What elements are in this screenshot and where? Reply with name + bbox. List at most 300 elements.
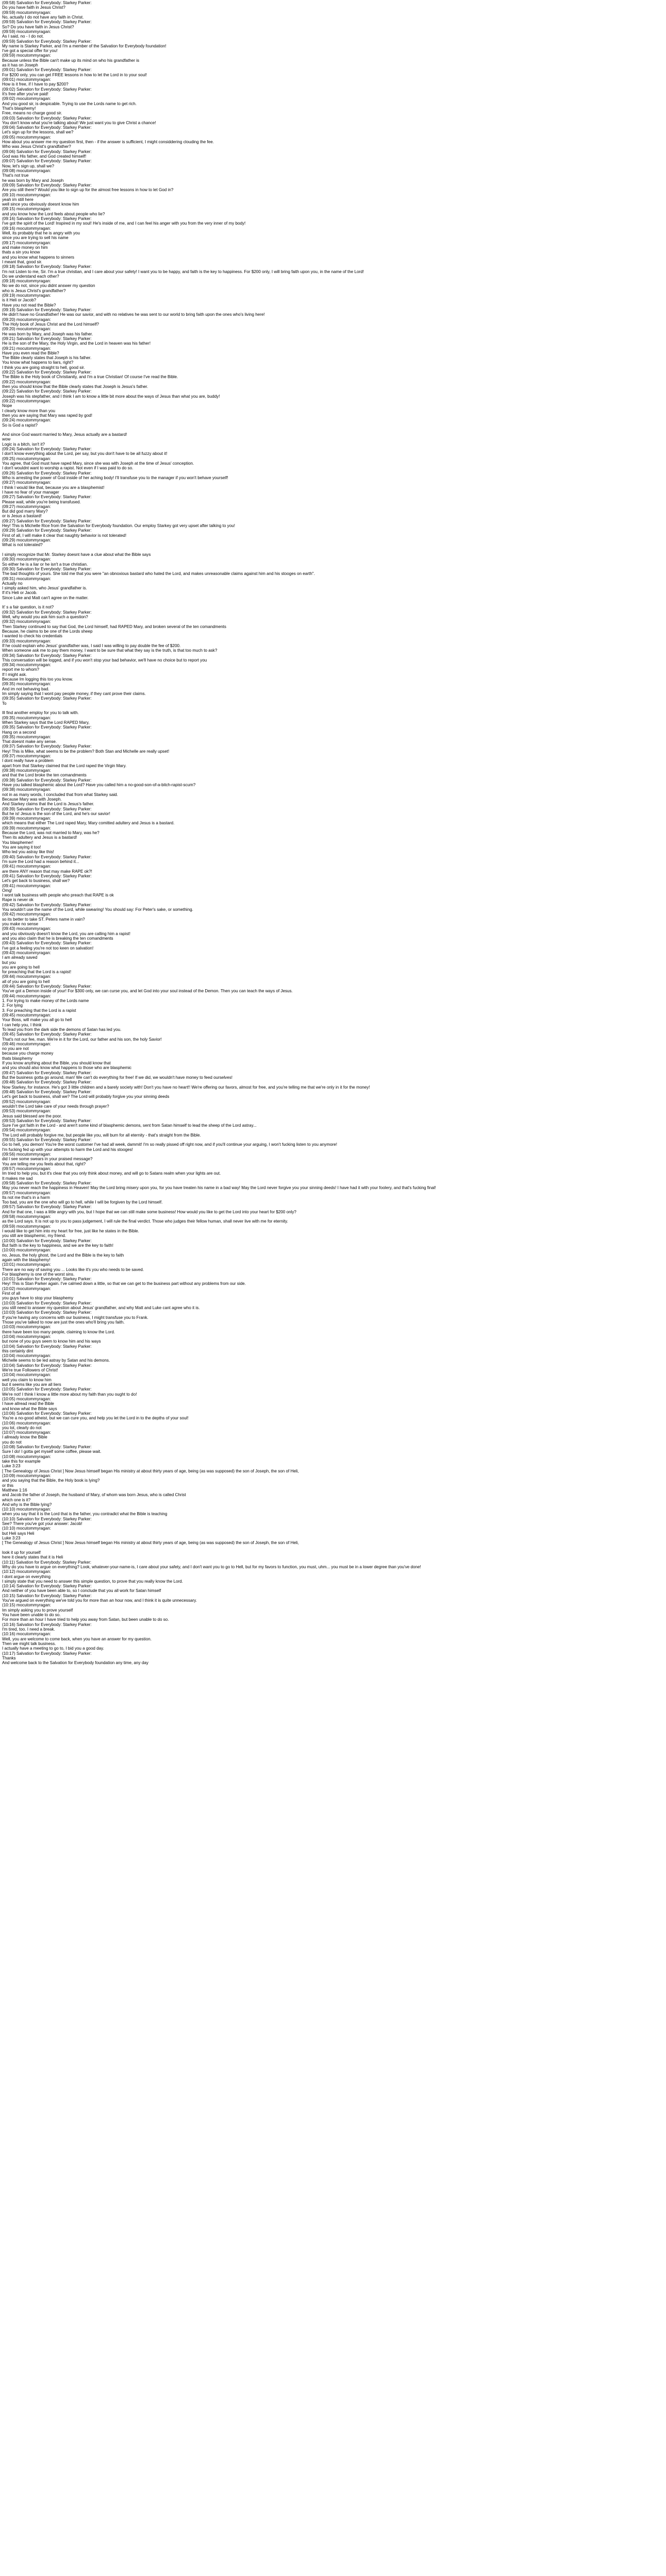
- transcript-line: (09:03) Salvation for Everybody: Starkey Parker:: [2, 115, 92, 121]
- transcript-line: To lead you from the dark side the demons of Satan has led you.: [2, 1027, 122, 1032]
- transcript-line: You've argued on everything we've told you for more than an hour now, and I think it is quite unnecessary.: [2, 1598, 197, 1603]
- transcript-line: (09:16) mocutommyragan:: [2, 226, 51, 231]
- transcript-line: (09:05) mocutommyragan:: [2, 134, 51, 140]
- transcript-line: again with the blasphemy!: [2, 1257, 51, 1262]
- transcript-line: (09:17) mocutommyragan:: [2, 240, 51, 245]
- transcript-line: Logic is a bitch, isn't it?: [2, 442, 45, 447]
- transcript-line: (10:04) mocutommyragan:: [2, 1372, 51, 1378]
- transcript-line: Let's get back to business, shall we? The Lord will probably forgive you your sinning deeds: [2, 1094, 170, 1099]
- transcript-line: I'm fucking fed up with your attempts to harm the Lord and his stooges!: [2, 1147, 133, 1152]
- transcript-line: look it up for yourself: [2, 1550, 41, 1555]
- transcript-line: (09:58) Salvation for Everybody: Starkey Parker:: [2, 1, 92, 5]
- transcript-line: If it's Heli or Jacob.: [2, 590, 38, 596]
- transcript-line: (09:38) mocutommyragan:: [2, 768, 51, 773]
- transcript-line: report me to whom?: [2, 667, 39, 672]
- transcript-line: (09:47) Salvation for Everybody: Starkey Parker:: [2, 1070, 92, 1075]
- transcript-line: You've got a Demon inside of your! For $300 only, we can curse you, and let God into your soul instead of the Demon. Then you can teach the ways of Jesus.: [2, 989, 293, 994]
- transcript-line: thats blasphemy: [2, 1056, 32, 1061]
- transcript-line: you are going to hell: [2, 964, 40, 970]
- transcript-line: He didn't have no Grandfather! He was our savior, and with no relatives he was sent to our world to bring faith upon the ones who's living here!: [2, 312, 265, 317]
- transcript-line: (10:01) mocutommyragan:: [2, 1262, 51, 1267]
- transcript-line: (09:40) Salvation for Everybody: Starkey Parker:: [2, 854, 92, 859]
- transcript-line: And Starkey claims that the Lord is Jesus's father.: [2, 802, 94, 807]
- transcript-line: Who was Jesus Christ's grandfather?: [2, 144, 71, 149]
- transcript-line: (09:56) mocutommyragan:: [2, 1152, 51, 1157]
- transcript-line: (10:17) Salvation for Everybody: Starkey Parker:: [2, 1651, 92, 1656]
- transcript-line: Im simply asking you to prove yourself: [2, 1607, 73, 1613]
- transcript-line: I am already saved: [2, 955, 38, 960]
- transcript-line: (10:10) mocutommyragan:: [2, 1526, 51, 1531]
- transcript-line: Why do you have to argue on everything? Look, whatever-your-name-is, I care about your safety, and I don't want you to go to Hell, but for my favors to function, you must, uhm... you must be in a lower degree than you've done!: [2, 1564, 421, 1569]
- transcript-line: Your Boss, will make you all go to hell: [2, 1018, 72, 1023]
- transcript-line: Are you still there? Would you like to sign up for the almost free lessons in how to let God in?: [2, 188, 174, 193]
- transcript-line: Ill find another employ for you to talk with.: [2, 710, 79, 716]
- transcript-line: The Bible clearly states that Joseph is his father.: [2, 355, 92, 361]
- transcript-line: When someone ask me to pay them money, I want to be sure that what they say is the truth, is that too much to ask?: [2, 648, 218, 653]
- transcript-line: [ The Genealogy of Jesus Christ ] Now Jesus himself began His ministry at about thirty years of age, being (as was supposed) the son of Joseph, the son of Heli,: [2, 1540, 299, 1546]
- transcript-line: and you saying that the Bible, the Holy book is lying?: [2, 1478, 100, 1483]
- transcript-line: Let's sign up for the lessons, shall we?: [2, 130, 74, 135]
- transcript-line: (10:03) mocutommyragan:: [2, 1325, 51, 1330]
- transcript-line: yeah im still here: [2, 197, 34, 202]
- transcript-line: (09:09) Salvation for Everybody: Starkey Parker:: [2, 182, 92, 188]
- transcript-line: (10:02) mocutommyragan:: [2, 1286, 51, 1291]
- transcript-line: Because unless the Bible can't make up its mind on who his grandfather is: [2, 58, 140, 63]
- transcript-line: which one is it?: [2, 1497, 31, 1502]
- transcript-line: The Holy book of Jesus Christ and the Lord himself?: [2, 321, 99, 327]
- transcript-line: That's not true: [2, 173, 29, 178]
- transcript-line: I meant that, good sir.: [2, 259, 42, 264]
- transcript-line: May you never reach the happiness in Heaven! May the Lord bring misery upon you, for you have treaten his name in a bad way! May the Lord never forgive you your sinning deeds! I have had it with your foolery, and that's fucking final!: [2, 1185, 436, 1191]
- transcript-line: (09:59) mocutommyragan:: [2, 1224, 51, 1229]
- transcript-line: you still need to answer my question about Jesus' grandfather, and why Matt and Luke cant agree who it is.: [2, 1306, 200, 1310]
- transcript-line: and know what the Bible says: [2, 1406, 57, 1411]
- transcript-line: I don't wouldnt want to worship a rapist. Not even if I was paid to do so.: [2, 466, 134, 471]
- transcript-line: Well, its probably that he is angry with you: [2, 231, 80, 235]
- transcript-line: He is the son of the Mary, the Holy Virgin, and the Lord in heaven was his father!: [2, 341, 151, 346]
- transcript-line: but none of you guys seem to know him and his ways: [2, 1339, 101, 1344]
- transcript-line: Joseph was his stepfather, and I think I am to know a little bit more about the ways of Jesus than what you are, buddy!: [2, 394, 220, 399]
- transcript-line: (10:06) Salvation for Everybody: Starkey Parker:: [2, 1411, 92, 1416]
- transcript-line: (09:34) mocutommyragan:: [2, 663, 51, 668]
- transcript-line: 1. For trying to make money of the Lords name: [2, 998, 89, 1003]
- transcript-line: Because, he claims to be one of the Lords sheep: [2, 629, 93, 634]
- transcript-line: (09:29) Salvation for Everybody: Starkey Parker:: [2, 528, 92, 533]
- transcript-line: (09:33) mocutommyragan:: [2, 638, 51, 643]
- transcript-line: and Jacob the father of Joseph, the husband of Mary, of whom was born Jesus, who is called Christ: [2, 1493, 186, 1498]
- transcript-line: you do not: [2, 1439, 22, 1445]
- transcript-line: (09:43) mocutommyragan:: [2, 926, 51, 931]
- transcript-line: Rape is never ok: [2, 897, 34, 903]
- transcript-line: I have allread read the Bible: [2, 1401, 54, 1406]
- transcript-line: (10:05) Salvation for Everybody: Starkey Parker:: [2, 1387, 92, 1392]
- transcript-line: Those you've talked to now are just the ones who'll bring you faith.: [2, 1319, 125, 1325]
- transcript-line: There are no way of saving you ... Looks like it's you who needs to be saved.: [2, 1267, 144, 1272]
- transcript-line: (09:45) mocutommyragan:: [2, 1012, 51, 1018]
- transcript-line: It' s a fair question, is it not?: [2, 605, 54, 610]
- transcript-line: but you: [2, 960, 16, 965]
- transcript-line: Hang on a second: [2, 730, 36, 735]
- transcript-line: I simply state that you need to answer this simple question, to prove that you really know the Lord.: [2, 1579, 183, 1584]
- transcript-line: Since Luke and Matt can't agree on the matter.: [2, 595, 89, 600]
- transcript-line: I allready know the Bible: [2, 1435, 47, 1440]
- transcript-line: (10:10) Salvation for Everybody: Starkey Parker:: [2, 1516, 92, 1521]
- transcript-line: is it Heli or Jacob?: [2, 298, 37, 303]
- transcript-line: (09:48) Salvation for Everybody: Starkey Parker:: [2, 1089, 92, 1094]
- transcript-line: (09:07) Salvation for Everybody: Starkey Parker:: [2, 159, 92, 164]
- transcript-line: Then Starkey continued to say that God, the Lord himself, had RAPED Mary, and broken several of the ten comandments: [2, 624, 226, 629]
- transcript-line: I think I would like that, because you are a blasphemist!: [2, 485, 105, 490]
- transcript-line: Have you talked blasphemic about the Lord? Have you called him a no-good-son-of-a-bitch-rapist-scum?: [2, 782, 196, 787]
- transcript-line: (09:26) Salvation for Everybody: Starkey Parker:: [2, 470, 92, 476]
- transcript-line: You know what happens to liars, right?: [2, 360, 74, 365]
- transcript-line: well since you obviously doesnt know him: [2, 202, 79, 207]
- transcript-line: Hey! This is Michelle Rice from the Salvation for Everybody foundation. Our employ Starkey got very upset after talking to you!: [2, 523, 235, 529]
- transcript-line: (09:53) mocutommyragan:: [2, 1109, 51, 1114]
- transcript-line: God was His father, and God created himself!: [2, 154, 87, 159]
- transcript-line: (09:37) Salvation for Everybody: Starkey Parker:: [2, 744, 92, 749]
- transcript-line: Omg!: [2, 888, 12, 893]
- transcript-line: (09:59) mocutommyragan:: [2, 10, 51, 15]
- transcript-line: If you're having any concerns with our business, I might transfuse you to Frank.: [2, 1315, 148, 1320]
- transcript-line: (09:24) Salvation for Everybody: Starkey Parker:: [2, 447, 92, 452]
- transcript-line: (09:02) mocutommyragan:: [2, 96, 51, 101]
- transcript-line: You have been unable to do so.: [2, 1613, 61, 1617]
- transcript-line: Because Im logging this too you know.: [2, 677, 73, 682]
- transcript-line: Hey! This is Stan Parker again. I've calmed down a little, so that we can get to the business part without any problems from our side.: [2, 1281, 246, 1286]
- transcript-line: (09:44) Salvation for Everybody: Starkey Parker:: [2, 984, 92, 989]
- transcript-line: Who led you astray like this!: [2, 850, 54, 855]
- transcript-line: (10:00) mocutommyragan:: [2, 1248, 51, 1253]
- transcript-line: all of you are going to hell: [2, 979, 50, 984]
- transcript-line: (09:52) mocutommyragan:: [2, 1099, 51, 1104]
- transcript-line: (09:58) Salvation for Everybody: Starkey Parker:: [2, 1180, 92, 1185]
- transcript-line: (09:27) mocutommyragan:: [2, 480, 51, 485]
- transcript-line: You agree, that God must have raped Mary, since she was with Joseph at the time of Jesus' conception.: [2, 461, 194, 466]
- transcript-line: (09:15) mocutommyragan:: [2, 207, 51, 212]
- transcript-line: since you are trying to sell his name: [2, 235, 69, 241]
- transcript-line: this certainly dint: [2, 1348, 34, 1353]
- transcript-line: (09:35) mocutommyragan:: [2, 734, 51, 739]
- transcript-line: I simply asked him, who Jesus' grandfather is.: [2, 586, 87, 591]
- transcript-line: If I might ask.: [2, 672, 27, 677]
- transcript-line: 2. For lying: [2, 1003, 23, 1008]
- transcript-line: [2, 428, 664, 432]
- transcript-line: not in as many words, I concluded that from what Starkey said.: [2, 792, 118, 797]
- transcript-line: How about you answer me my question first, then - if the answer is sufficient, I might considdering clouding the fee.: [2, 140, 214, 145]
- transcript-line: and that the Lord broke the ten comandments: [2, 773, 87, 778]
- transcript-line: (10:16) mocutommyragan:: [2, 1632, 51, 1637]
- transcript-line: (09:27) Salvation for Everybody: Starkey Parker:: [2, 518, 92, 523]
- transcript-line: But he is! Jesus is the son of the Lord, and he's our savior!: [2, 811, 110, 816]
- transcript-line: I've got a special offer for you!: [2, 48, 58, 54]
- transcript-line: For $200 only, you can get FREE lessons in how to let the Lord in to your soul!: [2, 72, 147, 77]
- transcript-line: (09:41) mocutommyragan:: [2, 883, 51, 888]
- transcript-line: I wanted to check his credentials: [2, 634, 62, 639]
- transcript-line: (09:25) mocutommyragan:: [2, 456, 51, 461]
- transcript-line: I dont really have a problem: [2, 758, 54, 764]
- transcript-line: (09:57) Salvation for Everybody: Starkey Parker:: [2, 1205, 92, 1210]
- transcript-line: Then its adultery and Jesus is a bastard!: [2, 835, 77, 840]
- transcript-line: It's free after you've paid!: [2, 91, 48, 96]
- transcript-line: I would like to get him into my heart for free, just like he states in the Bible.: [2, 1229, 139, 1233]
- transcript-line: you guys have to stop your blasphemy: [2, 1296, 74, 1301]
- transcript-line: (09:39) Salvation for Everybody: Starkey Parker:: [2, 806, 92, 811]
- transcript-line: (09:44) mocutommyragan:: [2, 974, 51, 979]
- transcript-line: (09:43) Salvation for Everybody: Starkey Parker:: [2, 941, 92, 946]
- transcript-line: (10:04) mocutommyragan:: [2, 1334, 51, 1339]
- transcript-line: As I said, no - I do not.: [2, 34, 44, 39]
- transcript-line: (09:42) mocutommyragan:: [2, 912, 51, 917]
- transcript-line: That's blasphemy!: [2, 106, 36, 111]
- transcript-line: I dont argue on everything: [2, 1574, 51, 1579]
- transcript-line: (10:14) Salvation for Everybody: Starkey Parker:: [2, 1584, 92, 1589]
- transcript-line: I've got a feeling you're not too keen on salvation!: [2, 945, 94, 951]
- transcript-line: And welcome back to the Salvation for Everybody foundation any time, any day: [2, 1660, 148, 1666]
- transcript-line: I'm not Listen to me, Sir. I'm a true christian, and I care about your safety! I want you to be happy, and faith is the key to happiness. For $200 only, I will bring faith upon you, in the name of the Lord!: [2, 269, 364, 274]
- transcript-line: Have you even read the Bible?: [2, 350, 59, 355]
- transcript-line: Luke 3:23: [2, 1464, 21, 1469]
- transcript-line: You are telling me you feels about that, right?: [2, 1161, 86, 1166]
- transcript-line: We're true Followers of Christ!: [2, 1368, 58, 1373]
- transcript-line: and you also claim that he is breaking the ten comandments: [2, 936, 113, 941]
- transcript-line: Do we understand each other?: [2, 274, 59, 279]
- transcript-line: I don't know everything about the Lord, per say, but you don't have to be all fuzzy about it!: [2, 451, 168, 456]
- transcript-line: as the Lord says. It is not up to you to pass judgement, I will rule the final verdict. Those who judges their fellow human, shall never live with me for eternity.: [2, 1219, 288, 1224]
- transcript-line: which means that either The Lord raped Mary, Mary comitted adultery and Jesus is a bastard.: [2, 821, 175, 826]
- transcript-line: Luke 3:23: [2, 1536, 21, 1540]
- transcript-line: or is Jesus a bastard!: [2, 514, 42, 519]
- transcript-line: Then we might talk business.: [2, 1641, 56, 1646]
- transcript-line: The Bible is the Holy book of Christianity, and I'm a true Christian! Of course I've read the Bible.: [2, 375, 178, 380]
- transcript-line: I'm tired, too. I need a break.: [2, 1626, 55, 1632]
- transcript-line: (09:53) Salvation for Everybody: Starkey Parker:: [2, 1118, 92, 1123]
- transcript-line: (09:57) mocutommyragan:: [2, 1190, 51, 1195]
- transcript-line: Im tried to help you, but it's clear that you only think about money, and will go to Satans realm when your lights are out.: [2, 1171, 221, 1176]
- transcript-line: And for that one, I was a little angry with you, but I hope that we can still make some business! How would you like to get the Lord into your heart for $200 only?: [2, 1209, 296, 1214]
- transcript-line: My name is Starkey Parker, and I'm a member of the Salvation for Everybody foundation!: [2, 43, 166, 48]
- transcript-line: (10:07) mocutommyragan:: [2, 1430, 51, 1435]
- transcript-line: (09:20) mocutommyragan:: [2, 317, 51, 322]
- transcript-line: But the business gotta go around, man! We can't do everything for free! If we did, we wouldn't have money to feed ourselves!: [2, 1075, 233, 1080]
- transcript-line: (10:08) mocutommyragan:: [2, 1454, 51, 1459]
- transcript-line: That's not our fee, man. We're in it for the Lord, our father and his son, the holy Savior!: [2, 1037, 162, 1042]
- transcript-line: And you good sir, is despicable. Trying to use the Lords name to get rich.: [2, 101, 137, 106]
- transcript-line: (09:39) mocutommyragan:: [2, 816, 51, 821]
- transcript-line: (09:35) mocutommyragan:: [2, 715, 51, 720]
- transcript-line: thats a sin you know: [2, 250, 40, 255]
- transcript-line: [2, 600, 664, 605]
- transcript-line: 3. For preaching that the Lord is a rapist: [2, 1008, 76, 1013]
- transcript-line: who is Jesus Christ's grandfather?: [2, 288, 66, 293]
- transcript-line: apart from that Starkey claimed that the Lord raped the Virgin Mary.: [2, 763, 127, 768]
- transcript-line: (09:38) mocutommyragan:: [2, 787, 51, 792]
- transcript-line: wouldn't the Lord take care of your needs through prayer?: [2, 1104, 109, 1109]
- transcript-line: (09:57) mocutommyragan:: [2, 1166, 51, 1171]
- transcript-line: (09:55) Salvation for Everybody: Starkey Parker:: [2, 1138, 92, 1143]
- transcript-line: For blasphemy is one of the worst sins.: [2, 1272, 75, 1277]
- transcript-line: And im not behaving bad.: [2, 686, 49, 691]
- transcript-line: Jesus said blessed are the poor.: [2, 1113, 62, 1118]
- transcript-line: See? There you've got your answer: Jacob!: [2, 1521, 82, 1527]
- transcript-line: (09:35) mocutommyragan:: [2, 682, 51, 687]
- transcript-line: for preaching that the Lord is a rapist!: [2, 970, 72, 975]
- transcript-line: he was born by Mary and Joseph: [2, 178, 64, 183]
- transcript-line: you still are blasphemic, my friend.: [2, 1233, 66, 1239]
- transcript-line: Im simply saying that I wont pay people money, if they cant prove their claims.: [2, 691, 146, 696]
- transcript-line: Who is arresting the power of God inside of her aching body! I'll transfuse you to the manager if you won't behave yourself!: [2, 475, 228, 480]
- transcript-line: so its better to take ST. Peters name in vain?: [2, 917, 85, 922]
- transcript-line: as it has on Joseph: [2, 63, 38, 68]
- transcript-line: (10:11) Salvation for Everybody: Starkey Parker:: [2, 1560, 92, 1565]
- transcript-line: because you charge money: [2, 1051, 54, 1056]
- transcript-line: (09:46) mocutommyragan:: [2, 1041, 51, 1046]
- transcript-line: but it seems like you are all liers: [2, 1382, 61, 1387]
- transcript-line: So either he is a liar or he isn't a true christian.: [2, 562, 88, 567]
- transcript-line: Matthew 1:16: [2, 1487, 27, 1493]
- transcript-line: (10:04) Salvation for Everybody: Starkey Parker:: [2, 1344, 92, 1349]
- transcript-line: First of all: [2, 1291, 21, 1296]
- transcript-line: Nope: [2, 403, 12, 409]
- transcript-line: (09:35) Salvation for Everybody: Starkey Parker:: [2, 725, 92, 730]
- transcript-line: (09:19) mocutommyragan:: [2, 293, 51, 298]
- transcript-line: We're not! I think I know a little more about my faith than you ought to do!: [2, 1392, 137, 1397]
- transcript-line: (09:20) mocutommyragan:: [2, 327, 51, 332]
- transcript-line: The bad thoughts of yours. She told me that you were "an obnoxious bastard who hated the Lord, and makes unreasonable claims against him and his stooges on earth".: [2, 571, 315, 577]
- transcript-line: So? Do you have faith in Jesus Christ?: [2, 24, 74, 29]
- transcript-line: I simply recognize that Mr. Starkey doesnt have a clue about what the Bible says: [2, 552, 151, 557]
- transcript-line: (09:27) mocutommyragan:: [2, 504, 51, 509]
- transcript-line: But faith is the key to happiness, and we are the key to faith!: [2, 1243, 113, 1248]
- transcript-line: then you should know that the Bible clearly states that Joseph is Jesus's father.: [2, 384, 148, 389]
- transcript-line: [ The Genealogy of Jesus Christ ] Now Jesus himself began His ministry at about thirty years of age, being (as was supposed) the son of Joseph, the son of Heli,: [2, 1468, 299, 1473]
- transcript-line: (09:54) mocutommyragan:: [2, 1128, 51, 1133]
- transcript-line: (10:03) Salvation for Everybody: Starkey Parker:: [2, 1300, 92, 1306]
- transcript-line: This conversation will be logged, and if you won't stop your bad behavior, we'll have no choice but to report you: [2, 657, 207, 663]
- transcript-line: (10:06) mocutommyragan:: [2, 1420, 51, 1426]
- transcript-line: Too bad, you are the one who will go to hell, while I will be forgiven by the Lord himself.: [2, 1200, 163, 1205]
- transcript-line: Actually no: [2, 581, 23, 586]
- transcript-line: When Starkey says that the Lord RAPED Mary,: [2, 720, 90, 725]
- transcript-line: (10:00) Salvation for Everybody: Starkey Parker:: [2, 1238, 92, 1243]
- transcript-line: and you obviously doesn't know the Lord, you are calling him a rapist!: [2, 931, 130, 936]
- transcript-line: no you are not: [2, 1046, 29, 1052]
- transcript-line: (09:02) Salvation for Everybody: Starkey Parker:: [2, 87, 92, 92]
- transcript-line: (09:41) mocutommyragan:: [2, 864, 51, 869]
- transcript-line: Have you not read the Bible?: [2, 302, 56, 308]
- transcript-line: (09:18) mocutommyragan:: [2, 279, 51, 284]
- transcript-line: (09:41) Salvation for Everybody: Starkey Parker:: [2, 873, 92, 878]
- transcript-line: here it clearly states that it is Heli: [2, 1555, 63, 1560]
- transcript-line: I can help you, I think: [2, 1022, 42, 1027]
- transcript-line: Please wait, while you're being transfused.: [2, 499, 81, 504]
- transcript-line: (09:43) mocutommyragan:: [2, 950, 51, 955]
- transcript-line: (09:04) Salvation for Everybody: Starkey Parker:: [2, 125, 92, 130]
- transcript-line: (09:44) mocutommyragan:: [2, 993, 51, 998]
- transcript-line: (09:08) mocutommyragan:: [2, 168, 51, 173]
- transcript-line: [2, 548, 664, 552]
- transcript-line: (10:01) Salvation for Everybody: Starkey Parker:: [2, 1277, 92, 1282]
- transcript-line: No, actually I do not have any faith in Christ.: [2, 14, 84, 20]
- transcript-line: (10:09) mocutommyragan:: [2, 1473, 51, 1478]
- transcript-line: Hey! This is Mike, what seems to be the problem? Both Stan and Michelle are really upset!: [2, 749, 170, 754]
- transcript-line: Let's get back to business, shall we?: [2, 878, 70, 884]
- transcript-line: I've got the spirit of the Lord! Inspired in my soul! He's inside of me, and I can feel his anger with you from the very inner of my body!: [2, 221, 246, 226]
- transcript-line: What is not tolerated?: [2, 543, 43, 548]
- transcript-line: (09:30) Salvation for Everybody: Starkey Parker:: [2, 566, 92, 571]
- transcript-line: (09:38) Salvation for Everybody: Starkey Parker:: [2, 777, 92, 783]
- transcript-line: (10:15) mocutommyragan:: [2, 1603, 51, 1608]
- transcript-line: And why is the Bible lying?: [2, 1502, 52, 1507]
- transcript-line: or this: [2, 1483, 14, 1488]
- transcript-line: (09:30) mocutommyragan:: [2, 557, 51, 562]
- transcript-line: You don't know what you're talking about! We just want you to give Christ a chance!: [2, 120, 156, 125]
- transcript-line: (10:03) Salvation for Everybody: Starkey Parker:: [2, 1310, 92, 1315]
- transcript-line: I'm sure the Lord had a reason behind it...: [2, 859, 79, 864]
- transcript-line: well you claim to know him: [2, 1377, 52, 1382]
- transcript-line: (09:31) mocutommyragan:: [2, 576, 51, 581]
- transcript-line: Now Starkey, for instance. He's got 3 little children and a barely society with! Don't you have no heart!! We're offering our favors, almost for free, and you're telling me that we're only in it for the money!: [2, 1084, 370, 1090]
- transcript-line: (09:29) mocutommyragan:: [2, 538, 51, 543]
- transcript-line: (10:05) mocutommyragan:: [2, 1396, 51, 1401]
- transcript-line: You blasphemer!: [2, 840, 34, 845]
- transcript-line: (09:35) Salvation for Everybody: Starkey Parker:: [2, 696, 92, 701]
- transcript-line: Michelle seems to be led astray by Satan and his demons.: [2, 1358, 110, 1363]
- transcript-line: you lot, clearly do not: [2, 1425, 42, 1430]
- transcript-line: Sure I do! I gotta get myself some coffee, please wait.: [2, 1449, 102, 1454]
- transcript-line: But did god marry Mary?: [2, 509, 48, 514]
- transcript-line: Sure I've got faith in the Lord - and aren't some kind of blasphemic demons, sent from Satan himself to lead the sheep of the Lord astray...: [2, 1123, 257, 1128]
- transcript-line: It makes me sad: [2, 1176, 33, 1181]
- transcript-line: [2, 706, 664, 710]
- transcript-line: I think you are going straight to hell, good sir.: [2, 365, 85, 370]
- transcript-line: (09:06) Salvation for Everybody: Starkey Parker:: [2, 149, 92, 154]
- transcript-line: So is God a rapist?: [2, 422, 38, 428]
- transcript-line: (09:22) mocutommyragan:: [2, 398, 51, 403]
- transcript-line: I clearly know more than you: [2, 408, 56, 413]
- transcript-line: (10:16) Salvation for Everybody: Starkey Parker:: [2, 1622, 92, 1627]
- transcript-line: wow: [2, 437, 11, 442]
- transcript-line: take this for example: [2, 1459, 41, 1464]
- transcript-line: (09:01) Salvation for Everybody: Starkey Parker:: [2, 67, 92, 73]
- transcript-line: (09:39) mocutommyragan:: [2, 825, 51, 831]
- transcript-line: (10:04) mocutommyragan:: [2, 1353, 51, 1359]
- transcript-line: (09:01) mocutommyragan:: [2, 77, 51, 82]
- transcript-line: And neither of you have been able to, so I conclude that you all work for Satan himself: [2, 1588, 161, 1594]
- transcript-line: I have no fear of your manager: [2, 489, 59, 495]
- transcript-line: How is it free, if I have to pay $200?: [2, 82, 69, 87]
- transcript-line: Because Mary was with Joseph.: [2, 796, 62, 802]
- transcript-line: Thanks: [2, 1655, 16, 1660]
- transcript-line: and make money on him: [2, 245, 48, 250]
- transcript-line: Do you have faith in Jesus Christ?: [2, 5, 65, 10]
- transcript-line: (09:59) mocutommyragan:: [2, 53, 51, 58]
- transcript-line: (10:04) Salvation for Everybody: Starkey Parker:: [2, 1363, 92, 1368]
- transcript-line: (09:59) mocutommyragan:: [2, 29, 51, 34]
- transcript-line: If you know anything about the Bible, you should know that: [2, 1061, 111, 1066]
- transcript-line: Its not me that's in a harm: [2, 1195, 50, 1200]
- transcript-line: Because the Lord, was not married to Mary, was he?: [2, 831, 99, 836]
- transcript-line: No we do not, since you didnt answer my question: [2, 283, 95, 289]
- transcript-line: Well, you are welcome to come back, when you have an answer for my question.: [2, 1636, 152, 1641]
- transcript-line: (09:32) Salvation for Everybody: Starkey Parker:: [2, 609, 92, 615]
- transcript-line: (09:22) Salvation for Everybody: Starkey Parker:: [2, 389, 92, 394]
- transcript-line: then you are saying that Mary was raped by god!: [2, 413, 93, 418]
- transcript-line: To: [2, 701, 7, 706]
- transcript-line: (09:59) Salvation for Everybody: Starkey Parker:: [2, 39, 92, 44]
- transcript-line: Free, means no charge good sir.: [2, 111, 62, 116]
- transcript-line: You wouldn't use the name of the Lord, while swearing! You should say: For Peter's sake, or something.: [2, 907, 193, 912]
